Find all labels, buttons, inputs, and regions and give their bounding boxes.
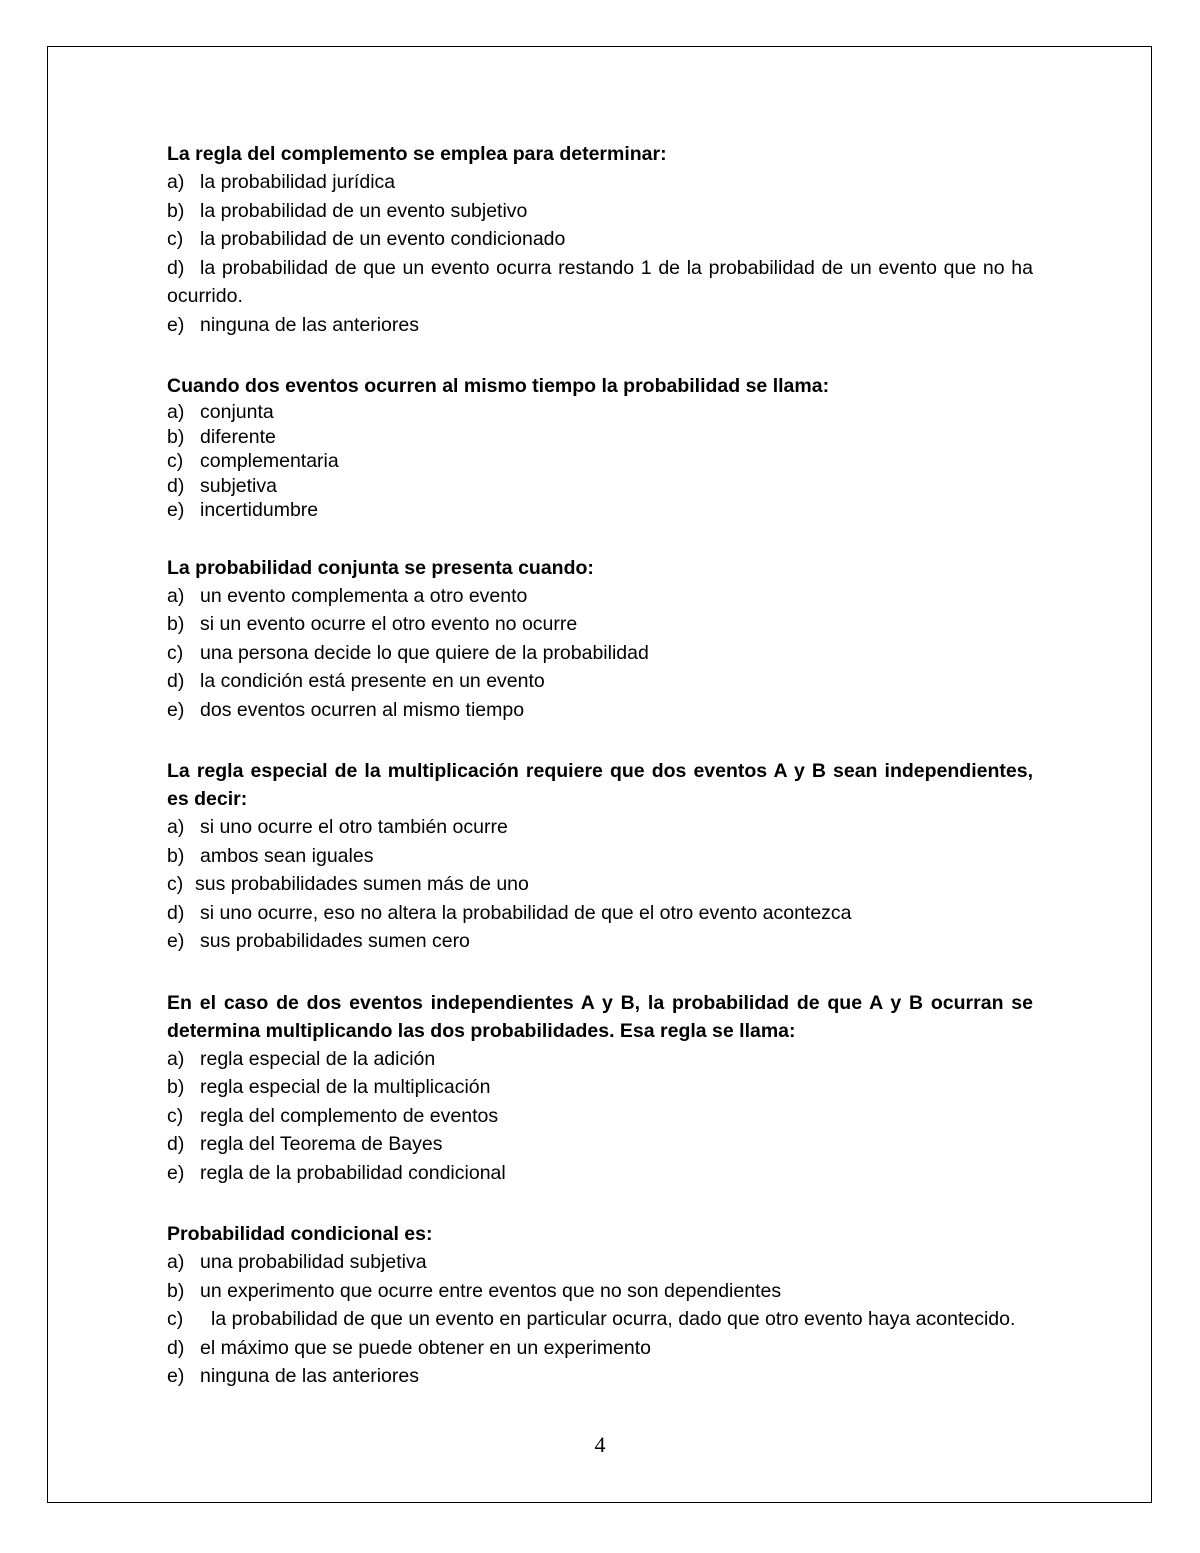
- option-item: [167, 254, 1033, 311]
- option-letter: b): [167, 1279, 185, 1302]
- option-text: regla de la probabilidad condicional: [200, 1161, 506, 1184]
- option-item: [167, 474, 1033, 499]
- option-text: la probabilidad de un evento subjetivo: [200, 199, 528, 222]
- option-letter: d): [167, 901, 185, 924]
- option-letter: b): [167, 844, 185, 867]
- option-item: [167, 899, 1033, 928]
- option-item: [167, 225, 1033, 254]
- option-item: [167, 197, 1033, 226]
- option-text: incertidumbre: [200, 499, 319, 522]
- option-text: un evento complementa a otro evento: [200, 584, 528, 607]
- option-item: [167, 813, 1033, 842]
- question-title: En el caso de dos eventos independientes A y B, la probabilidad de que A y B ocurran se determina multiplicando las dos probabilidades. Esa regla se llama:: [167, 991, 1033, 1042]
- option-text: una persona decide lo que quiere de la probabilidad: [200, 641, 649, 664]
- question-3: [167, 554, 1033, 725]
- option-item: [167, 1130, 1033, 1159]
- option-item: [167, 449, 1033, 474]
- question-5: [167, 989, 1033, 1188]
- option-text: regla del complemento de eventos: [200, 1104, 499, 1127]
- option-text: el máximo que se puede obtener en un experimento: [200, 1336, 651, 1359]
- option-text: si un evento ocurre el otro evento no ocurre: [200, 613, 578, 636]
- option-letter: c): [167, 228, 184, 250]
- option-item: [167, 1334, 1033, 1363]
- option-letter: a): [167, 1047, 185, 1070]
- option-letter: b): [167, 199, 185, 222]
- option-item: [167, 1159, 1033, 1188]
- option-text: la probabilidad de un evento condicionado: [200, 228, 566, 250]
- option-letter: a): [167, 401, 185, 423]
- question-title: Probabilidad condicional es:: [167, 1223, 433, 1246]
- option-text: sus probabilidades sumen más de uno: [195, 873, 529, 896]
- question-title: La probabilidad conjunta se presenta cuando:: [167, 556, 594, 579]
- question-4: [167, 757, 1033, 956]
- option-item: [167, 639, 1033, 668]
- option-item: [167, 498, 1033, 523]
- option-text: sus probabilidades sumen cero: [200, 930, 470, 953]
- option-list: [167, 813, 1033, 956]
- option-letter: e): [167, 1365, 185, 1388]
- option-letter: d): [167, 670, 185, 693]
- option-text: la probabilidad jurídica: [200, 171, 396, 193]
- option-text: regla del Teorema de Bayes: [200, 1133, 443, 1156]
- option-letter: c): [167, 873, 184, 896]
- option-text: complementaria: [200, 450, 339, 473]
- option-text: conjunta: [200, 401, 274, 423]
- option-item: [167, 696, 1033, 725]
- option-letter: e): [167, 698, 185, 721]
- question-title: La regla especial de la multiplicación requiere que dos eventos A y B sean independientes, es decir:: [167, 760, 1033, 811]
- option-text: regla especial de la multiplicación: [200, 1076, 491, 1099]
- option-letter: a): [167, 816, 185, 839]
- option-letter: b): [167, 613, 185, 636]
- option-text: la probabilidad de que un evento en particular ocurra, dado que otro evento haya acontecido.: [211, 1308, 1016, 1331]
- option-item: [167, 667, 1033, 696]
- option-letter: c): [167, 1104, 184, 1127]
- option-text: un experimento que ocurre entre eventos que no son dependientes: [200, 1279, 782, 1302]
- page-number: 4: [594, 1432, 606, 1457]
- option-letter: a): [167, 171, 185, 193]
- option-list: [167, 400, 1033, 523]
- option-text: diferente: [200, 425, 276, 448]
- option-letter: a): [167, 584, 185, 607]
- option-text: dos eventos ocurren al mismo tiempo: [200, 698, 525, 721]
- option-list: [167, 1248, 1033, 1391]
- option-letter: a): [167, 1251, 185, 1274]
- option-letter: d): [167, 1336, 185, 1359]
- option-item: [167, 311, 1033, 340]
- option-letter: d): [167, 1133, 185, 1156]
- option-letter: c): [167, 641, 184, 664]
- option-text: subjetiva: [200, 474, 277, 497]
- option-item: [167, 1102, 1033, 1131]
- option-item: [167, 1277, 1033, 1306]
- option-letter: b): [167, 425, 185, 448]
- option-item: [167, 927, 1033, 956]
- question-2: [167, 372, 1033, 523]
- question-title: Cuando dos eventos ocurren al mismo tiempo la probabilidad se llama:: [167, 375, 830, 397]
- option-list: [167, 168, 1033, 339]
- option-item: [167, 425, 1033, 450]
- exam-content: [167, 140, 1033, 1391]
- option-letter: e): [167, 930, 185, 953]
- option-text: la condición está presente en un evento: [200, 670, 545, 693]
- option-text: si uno ocurre, eso no altera la probabilidad de que el otro evento acontezca: [200, 901, 852, 924]
- option-text: ninguna de las anteriores: [200, 313, 419, 336]
- option-item: [167, 168, 1033, 197]
- option-letter: e): [167, 499, 185, 522]
- option-item: [167, 1305, 1033, 1334]
- option-text: ninguna de las anteriores: [200, 1365, 419, 1388]
- question-1: [167, 140, 1033, 339]
- option-text: una probabilidad subjetiva: [200, 1251, 427, 1274]
- option-letter: c): [167, 450, 184, 473]
- option-letter: d): [167, 474, 185, 497]
- option-text: la probabilidad de que un evento ocurra restando 1 de la probabilidad de un evento que no ha ocurrido.: [167, 256, 1033, 307]
- option-item: [167, 582, 1033, 611]
- option-letter: e): [167, 1161, 185, 1184]
- option-letter: e): [167, 313, 185, 336]
- option-letter: c): [167, 1308, 184, 1331]
- option-item: [167, 842, 1033, 871]
- question-6: [167, 1220, 1033, 1391]
- question-title: La regla del complemento se emplea para determinar:: [167, 143, 667, 165]
- option-text: ambos sean iguales: [200, 844, 374, 867]
- option-item: [167, 400, 1033, 425]
- option-letter: b): [167, 1076, 185, 1099]
- option-list: [167, 582, 1033, 725]
- option-text: si uno ocurre el otro también ocurre: [200, 816, 508, 839]
- option-item: [167, 1362, 1033, 1391]
- option-item: [167, 870, 1033, 899]
- option-letter: d): [167, 256, 185, 279]
- option-text: regla especial de la adición: [200, 1047, 436, 1070]
- option-item: [167, 610, 1033, 639]
- option-item: [167, 1045, 1033, 1074]
- option-item: [167, 1073, 1033, 1102]
- option-list: [167, 1045, 1033, 1188]
- option-item: [167, 1248, 1033, 1277]
